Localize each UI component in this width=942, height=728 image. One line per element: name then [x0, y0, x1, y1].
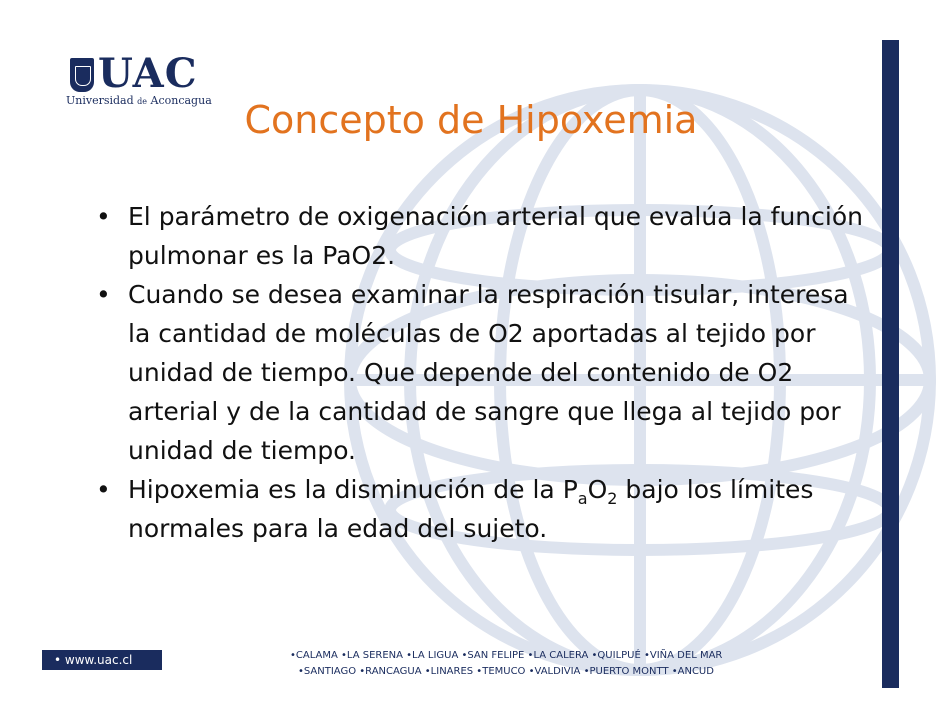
campus-row: •CALAMA •LA SERENA •LA LIGUA •SAN FELIPE •LA CALERA •QUILPUÉ •VIÑA DEL MAR: [290, 650, 723, 661]
crest-icon: [70, 58, 94, 92]
bullet-list: [88, 197, 878, 548]
bullet-item: • El parámetro de oxigenación arterial que evalúa la función pulmonar es la PaO2.: [88, 197, 878, 275]
campus-row: •SANTIAGO •RANCAGUA •LINARES •TEMUCO •VALDIVIA •PUERTO MONTT •ANCUD: [298, 666, 714, 677]
logo-university-name: Universidad de Aconcagua: [66, 94, 212, 107]
bullet-item: • Cuando se desea examinar la respiración tisular, interesa la cantidad de moléculas de O2 aportadas al tejido por unidad de tiempo. Que depende del contenido de O2 arterial y de la cantidad de sangre que llega al tejido por unidad de tiempo.: [88, 275, 878, 470]
footer: [0, 640, 882, 700]
website-link[interactable]: • www.uac.cl: [42, 650, 162, 670]
campus-list: [290, 648, 722, 680]
logo-acronym: UAC: [98, 50, 198, 97]
slide-title: Concepto de Hipoxemia: [244, 98, 698, 142]
bullet-item: • Hipoxemia es la disminución de la $P_aO_2$ bajo los límites normales para la edad del sujeto.: [88, 470, 878, 548]
